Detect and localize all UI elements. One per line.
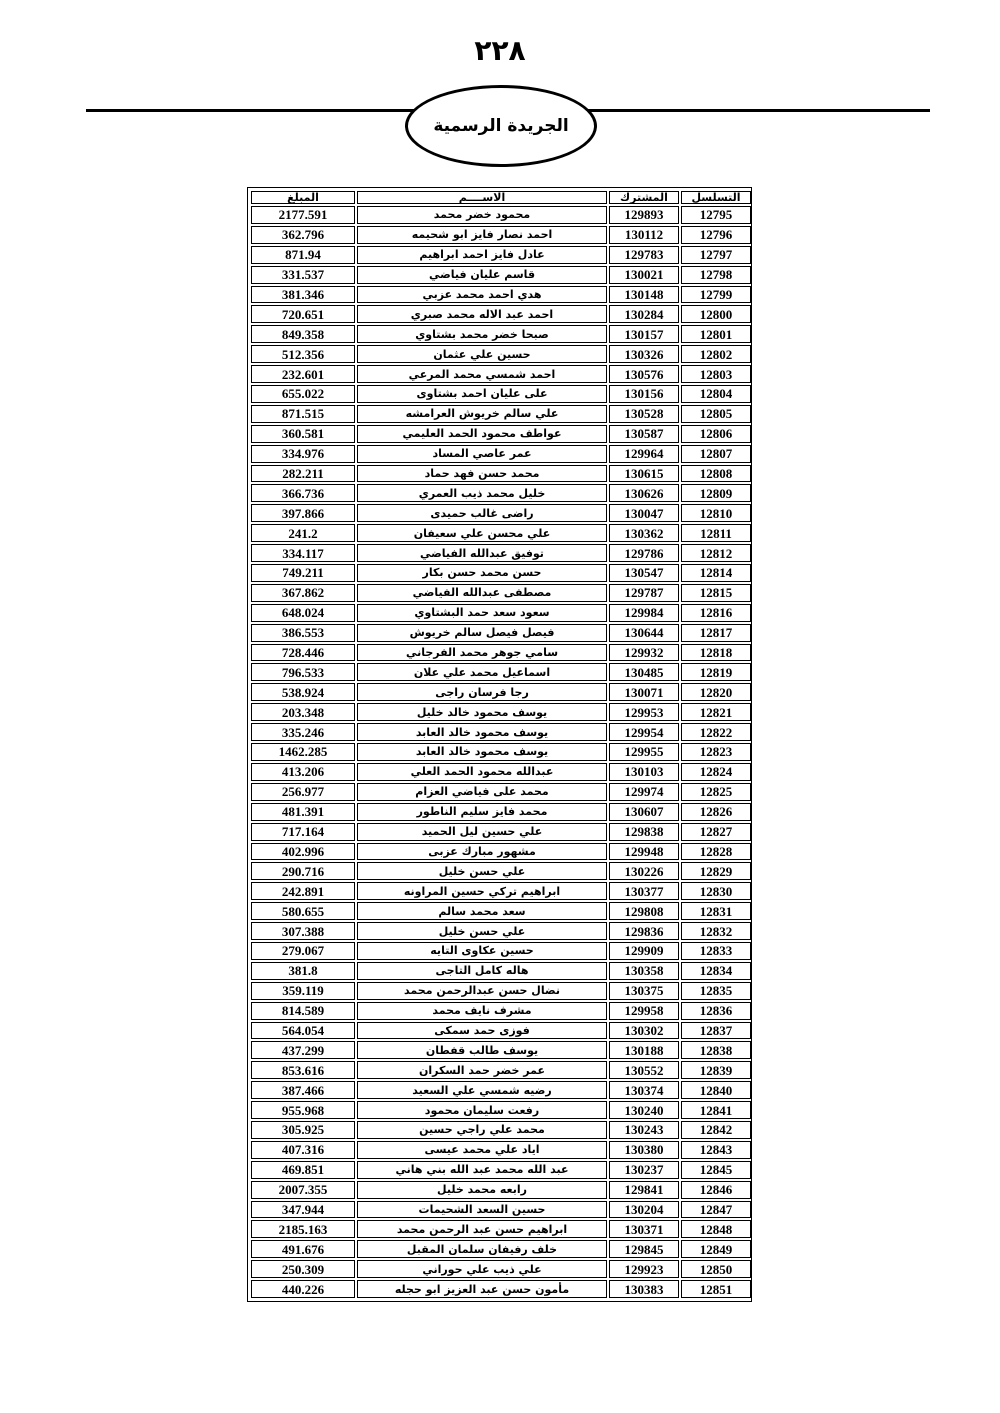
cell-name: عمر عاصي المساد bbox=[357, 445, 607, 463]
cell-name: صبحا خضر محمد بشتاوي bbox=[357, 325, 607, 343]
cell-serial: 12798 bbox=[681, 266, 751, 284]
cell-serial: 12804 bbox=[681, 385, 751, 403]
table-row bbox=[251, 345, 751, 363]
cell-subscriber: 130607 bbox=[609, 803, 679, 821]
cell-serial: 12837 bbox=[681, 1022, 751, 1040]
cell-name: مشرف نايف محمد bbox=[357, 1002, 607, 1020]
cell-amount: 2007.355 bbox=[251, 1181, 355, 1199]
cell-serial: 12848 bbox=[681, 1220, 751, 1238]
cell-serial: 12841 bbox=[681, 1101, 751, 1119]
table-row bbox=[251, 1101, 751, 1119]
cell-name: سامي جوهر محمد الفرجاني bbox=[357, 644, 607, 662]
cell-subscriber: 130237 bbox=[609, 1161, 679, 1179]
cell-name: علي سالم خريوش العرامشه bbox=[357, 405, 607, 423]
cell-subscriber: 130021 bbox=[609, 266, 679, 284]
cell-subscriber: 130103 bbox=[609, 763, 679, 781]
table-row bbox=[251, 325, 751, 343]
cell-amount: 232.601 bbox=[251, 365, 355, 383]
cell-name: راضى غالب حميدى bbox=[357, 504, 607, 522]
cell-serial: 12851 bbox=[681, 1280, 751, 1298]
cell-subscriber: 130383 bbox=[609, 1280, 679, 1298]
cell-serial: 12816 bbox=[681, 604, 751, 622]
table-row bbox=[251, 1041, 751, 1059]
cell-serial: 12835 bbox=[681, 982, 751, 1000]
table-row bbox=[251, 246, 751, 264]
cell-serial: 12815 bbox=[681, 584, 751, 602]
cell-name: نضال حسن عبدالرحمن محمد bbox=[357, 982, 607, 1000]
cell-subscriber: 130528 bbox=[609, 405, 679, 423]
cell-serial: 12831 bbox=[681, 902, 751, 920]
table-row bbox=[251, 305, 751, 323]
cell-amount: 538.924 bbox=[251, 683, 355, 701]
header-amount: المبلغ bbox=[251, 191, 355, 204]
cell-subscriber: 129974 bbox=[609, 783, 679, 801]
cell-amount: 2185.163 bbox=[251, 1220, 355, 1238]
cell-name: رفعت سليمان محمود bbox=[357, 1101, 607, 1119]
cell-amount: 241.2 bbox=[251, 524, 355, 542]
cell-subscriber: 129953 bbox=[609, 703, 679, 721]
table-row bbox=[251, 663, 751, 681]
cell-subscriber: 130071 bbox=[609, 683, 679, 701]
header-subscriber: المشترك bbox=[609, 191, 679, 204]
cell-amount: 481.391 bbox=[251, 803, 355, 821]
cell-serial: 12846 bbox=[681, 1181, 751, 1199]
cell-name: حسين عكاوى التايه bbox=[357, 942, 607, 960]
cell-name: عادل فايز احمد ابراهيم bbox=[357, 246, 607, 264]
table-row bbox=[251, 544, 751, 562]
cell-amount: 437.299 bbox=[251, 1041, 355, 1059]
cell-amount: 853.616 bbox=[251, 1061, 355, 1079]
cell-serial: 12840 bbox=[681, 1081, 751, 1099]
cell-serial: 12832 bbox=[681, 922, 751, 940]
cell-amount: 360.581 bbox=[251, 425, 355, 443]
cell-name: محمد على فياضي العزام bbox=[357, 783, 607, 801]
cell-name: عمر خضر حمد السكران bbox=[357, 1061, 607, 1079]
cell-subscriber: 130485 bbox=[609, 663, 679, 681]
header-name: الاســــم bbox=[357, 191, 607, 204]
cell-serial: 12795 bbox=[681, 206, 751, 224]
cell-amount: 307.388 bbox=[251, 922, 355, 940]
cell-amount: 648.024 bbox=[251, 604, 355, 622]
cell-name: علي ذيب علي حوراني bbox=[357, 1260, 607, 1278]
cell-amount: 413.206 bbox=[251, 763, 355, 781]
cell-subscriber: 129787 bbox=[609, 584, 679, 602]
cell-amount: 407.316 bbox=[251, 1141, 355, 1159]
header-serial: التسلسل bbox=[681, 191, 751, 204]
cell-subscriber: 130326 bbox=[609, 345, 679, 363]
table-row bbox=[251, 823, 751, 841]
cell-serial: 12805 bbox=[681, 405, 751, 423]
cell-amount: 397.866 bbox=[251, 504, 355, 522]
cell-subscriber: 130377 bbox=[609, 882, 679, 900]
cell-name: خليل محمد ذيب العمري bbox=[357, 484, 607, 502]
cell-amount: 655.022 bbox=[251, 385, 355, 403]
table-row bbox=[251, 206, 751, 224]
cell-serial: 12836 bbox=[681, 1002, 751, 1020]
cell-name: خلف رفيفان سلمان المقبل bbox=[357, 1240, 607, 1258]
cell-subscriber: 130547 bbox=[609, 564, 679, 582]
cell-subscriber: 130380 bbox=[609, 1141, 679, 1159]
cell-serial: 12814 bbox=[681, 564, 751, 582]
cell-name: ابراهيم حسن عبد الرحمن محمد bbox=[357, 1220, 607, 1238]
cell-name: فيصل فيصل سالم خريوش bbox=[357, 624, 607, 642]
cell-amount: 256.977 bbox=[251, 783, 355, 801]
cell-subscriber: 129845 bbox=[609, 1240, 679, 1258]
cell-subscriber: 130375 bbox=[609, 982, 679, 1000]
cell-amount: 720.651 bbox=[251, 305, 355, 323]
cell-subscriber: 130243 bbox=[609, 1121, 679, 1139]
cell-amount: 347.944 bbox=[251, 1201, 355, 1219]
table-row bbox=[251, 266, 751, 284]
cell-name: علي حسن خليل bbox=[357, 862, 607, 880]
cell-subscriber: 129838 bbox=[609, 823, 679, 841]
cell-amount: 955.968 bbox=[251, 1101, 355, 1119]
table-row bbox=[251, 862, 751, 880]
table-row bbox=[251, 1002, 751, 1020]
cell-name: هاله كامل التاجى bbox=[357, 962, 607, 980]
table-row bbox=[251, 902, 751, 920]
cell-subscriber: 130302 bbox=[609, 1022, 679, 1040]
cell-serial: 12828 bbox=[681, 843, 751, 861]
cell-subscriber: 130362 bbox=[609, 524, 679, 542]
table-row bbox=[251, 365, 751, 383]
cell-amount: 1462.285 bbox=[251, 743, 355, 761]
table-row bbox=[251, 922, 751, 940]
table-row bbox=[251, 226, 751, 244]
table-row bbox=[251, 1260, 751, 1278]
table-row bbox=[251, 385, 751, 403]
cell-subscriber: 130240 bbox=[609, 1101, 679, 1119]
cell-name: حسين علي عثمان bbox=[357, 345, 607, 363]
cell-name: مشهور مبارك عزبى bbox=[357, 843, 607, 861]
payments-table bbox=[247, 187, 752, 1302]
cell-amount: 402.996 bbox=[251, 843, 355, 861]
cell-subscriber: 129964 bbox=[609, 445, 679, 463]
cell-subscriber: 130552 bbox=[609, 1061, 679, 1079]
cell-serial: 12833 bbox=[681, 942, 751, 960]
cell-amount: 331.537 bbox=[251, 266, 355, 284]
cell-serial: 12847 bbox=[681, 1201, 751, 1219]
cell-serial: 12810 bbox=[681, 504, 751, 522]
cell-name: يوسف محمود خالد العابد bbox=[357, 743, 607, 761]
table-row bbox=[251, 1220, 751, 1238]
cell-amount: 250.309 bbox=[251, 1260, 355, 1278]
cell-amount: 335.246 bbox=[251, 723, 355, 741]
cell-amount: 512.356 bbox=[251, 345, 355, 363]
cell-name: مأمون حسن عبد العزيز ابو حجله bbox=[357, 1280, 607, 1298]
cell-amount: 334.976 bbox=[251, 445, 355, 463]
cell-serial: 12796 bbox=[681, 226, 751, 244]
table-row bbox=[251, 942, 751, 960]
cell-amount: 305.925 bbox=[251, 1121, 355, 1139]
table-row bbox=[251, 624, 751, 642]
table-row bbox=[251, 1201, 751, 1219]
cell-amount: 564.054 bbox=[251, 1022, 355, 1040]
cell-serial: 12839 bbox=[681, 1061, 751, 1079]
table-row bbox=[251, 962, 751, 980]
cell-name: علي محسن علي سعيفان bbox=[357, 524, 607, 542]
cell-name: حسن محمد حسن بكار bbox=[357, 564, 607, 582]
cell-amount: 367.862 bbox=[251, 584, 355, 602]
table-row bbox=[251, 604, 751, 622]
cell-serial: 12812 bbox=[681, 544, 751, 562]
cell-serial: 12834 bbox=[681, 962, 751, 980]
cell-subscriber: 130284 bbox=[609, 305, 679, 323]
cell-subscriber: 129984 bbox=[609, 604, 679, 622]
cell-serial: 12829 bbox=[681, 862, 751, 880]
cell-subscriber: 130587 bbox=[609, 425, 679, 443]
cell-name: هدي احمد محمد عزبي bbox=[357, 286, 607, 304]
cell-name: مصطفى عبدالله الفياضي bbox=[357, 584, 607, 602]
cell-subscriber: 130156 bbox=[609, 385, 679, 403]
cell-serial: 12845 bbox=[681, 1161, 751, 1179]
cell-serial: 12842 bbox=[681, 1121, 751, 1139]
cell-amount: 359.119 bbox=[251, 982, 355, 1000]
cell-subscriber: 130615 bbox=[609, 465, 679, 483]
cell-serial: 12811 bbox=[681, 524, 751, 542]
cell-subscriber: 129948 bbox=[609, 843, 679, 861]
cell-name: سعد محمد سالم bbox=[357, 902, 607, 920]
cell-serial: 12819 bbox=[681, 663, 751, 681]
cell-name: اياد علي محمد عيسى bbox=[357, 1141, 607, 1159]
cell-serial: 12801 bbox=[681, 325, 751, 343]
cell-amount: 749.211 bbox=[251, 564, 355, 582]
cell-name: على عليان احمد بشتاوى bbox=[357, 385, 607, 403]
cell-amount: 290.716 bbox=[251, 862, 355, 880]
cell-amount: 366.736 bbox=[251, 484, 355, 502]
cell-amount: 282.211 bbox=[251, 465, 355, 483]
cell-name: رضيه شمسي علي السعيد bbox=[357, 1081, 607, 1099]
table-row bbox=[251, 1240, 751, 1258]
cell-amount: 203.348 bbox=[251, 703, 355, 721]
cell-name: عبد الله محمد عبد الله بني هاني bbox=[357, 1161, 607, 1179]
table-row bbox=[251, 504, 751, 522]
table-row bbox=[251, 1081, 751, 1099]
cell-name: احمد نصار فايز ابو شحيمه bbox=[357, 226, 607, 244]
cell-amount: 728.446 bbox=[251, 644, 355, 662]
cell-name: سعود سعد حمد البشتاوي bbox=[357, 604, 607, 622]
table-header-row bbox=[251, 191, 751, 204]
cell-subscriber: 129783 bbox=[609, 246, 679, 264]
page-number: ٢٢٨ bbox=[474, 34, 526, 67]
cell-serial: 12817 bbox=[681, 624, 751, 642]
table-row bbox=[251, 1061, 751, 1079]
cell-subscriber: 130626 bbox=[609, 484, 679, 502]
cell-serial: 12849 bbox=[681, 1240, 751, 1258]
cell-amount: 362.796 bbox=[251, 226, 355, 244]
cell-subscriber: 130112 bbox=[609, 226, 679, 244]
table-row bbox=[251, 405, 751, 423]
table-row bbox=[251, 882, 751, 900]
cell-subscriber: 130576 bbox=[609, 365, 679, 383]
cell-amount: 491.676 bbox=[251, 1240, 355, 1258]
cell-amount: 849.358 bbox=[251, 325, 355, 343]
cell-amount: 871.94 bbox=[251, 246, 355, 264]
cell-subscriber: 130226 bbox=[609, 862, 679, 880]
cell-subscriber: 129932 bbox=[609, 644, 679, 662]
cell-subscriber: 130148 bbox=[609, 286, 679, 304]
table-row bbox=[251, 425, 751, 443]
cell-name: يوسف طالب قفطان bbox=[357, 1041, 607, 1059]
cell-subscriber: 129836 bbox=[609, 922, 679, 940]
cell-name: علي حسن خليل bbox=[357, 922, 607, 940]
table-row bbox=[251, 723, 751, 741]
cell-name: محمود خضر محمد bbox=[357, 206, 607, 224]
table-row bbox=[251, 683, 751, 701]
cell-amount: 871.515 bbox=[251, 405, 355, 423]
cell-amount: 717.164 bbox=[251, 823, 355, 841]
cell-serial: 12820 bbox=[681, 683, 751, 701]
cell-serial: 12803 bbox=[681, 365, 751, 383]
table-row bbox=[251, 584, 751, 602]
cell-name: علي حسين ليل الحميد bbox=[357, 823, 607, 841]
table-row bbox=[251, 465, 751, 483]
cell-name: محمد حسن فهد حماد bbox=[357, 465, 607, 483]
cell-amount: 279.067 bbox=[251, 942, 355, 960]
cell-name: قاسم عليان فياضي bbox=[357, 266, 607, 284]
cell-name: يوسف محمود خالد خليل bbox=[357, 703, 607, 721]
cell-serial: 12823 bbox=[681, 743, 751, 761]
table-row bbox=[251, 743, 751, 761]
cell-serial: 12830 bbox=[681, 882, 751, 900]
cell-serial: 12800 bbox=[681, 305, 751, 323]
cell-amount: 386.553 bbox=[251, 624, 355, 642]
cell-name: حسين السعد الشحيمات bbox=[357, 1201, 607, 1219]
cell-serial: 12843 bbox=[681, 1141, 751, 1159]
cell-serial: 12802 bbox=[681, 345, 751, 363]
cell-serial: 12838 bbox=[681, 1041, 751, 1059]
cell-name: يوسف محمود خالد العابد bbox=[357, 723, 607, 741]
cell-serial: 12806 bbox=[681, 425, 751, 443]
cell-amount: 242.891 bbox=[251, 882, 355, 900]
cell-name: رابعه محمد خليل bbox=[357, 1181, 607, 1199]
cell-amount: 469.851 bbox=[251, 1161, 355, 1179]
cell-serial: 12809 bbox=[681, 484, 751, 502]
cell-serial: 12850 bbox=[681, 1260, 751, 1278]
cell-name: فوزى حمد سمكى bbox=[357, 1022, 607, 1040]
cell-subscriber: 129808 bbox=[609, 902, 679, 920]
cell-name: ابراهيم تركي حسين المراونه bbox=[357, 882, 607, 900]
cell-name: عواطف محمود الحمد العليمي bbox=[357, 425, 607, 443]
cell-subscriber: 129958 bbox=[609, 1002, 679, 1020]
cell-name: احمد عبد الاله محمد صبري bbox=[357, 305, 607, 323]
cell-serial: 12808 bbox=[681, 465, 751, 483]
table-row bbox=[251, 982, 751, 1000]
masthead-oval bbox=[405, 85, 597, 167]
table-row bbox=[251, 1121, 751, 1139]
cell-subscriber: 130047 bbox=[609, 504, 679, 522]
cell-name: توفيق عبدالله الفياضي bbox=[357, 544, 607, 562]
cell-subscriber: 129893 bbox=[609, 206, 679, 224]
table-row bbox=[251, 803, 751, 821]
table-row bbox=[251, 1022, 751, 1040]
cell-subscriber: 129923 bbox=[609, 1260, 679, 1278]
table-row bbox=[251, 783, 751, 801]
table-row bbox=[251, 1280, 751, 1298]
cell-serial: 12821 bbox=[681, 703, 751, 721]
cell-serial: 12826 bbox=[681, 803, 751, 821]
cell-subscriber: 129841 bbox=[609, 1181, 679, 1199]
table-row bbox=[251, 843, 751, 861]
cell-subscriber: 130374 bbox=[609, 1081, 679, 1099]
cell-subscriber: 130371 bbox=[609, 1220, 679, 1238]
table-row bbox=[251, 1141, 751, 1159]
cell-name: عبدالله محمود الحمد العلي bbox=[357, 763, 607, 781]
table-row bbox=[251, 1181, 751, 1199]
cell-name: احمد شمسي محمد المرعي bbox=[357, 365, 607, 383]
cell-subscriber: 129786 bbox=[609, 544, 679, 562]
payments-grid bbox=[249, 189, 753, 1300]
table-row bbox=[251, 1161, 751, 1179]
table-row bbox=[251, 564, 751, 582]
cell-serial: 12797 bbox=[681, 246, 751, 264]
table-row bbox=[251, 524, 751, 542]
cell-amount: 814.589 bbox=[251, 1002, 355, 1020]
cell-serial: 12818 bbox=[681, 644, 751, 662]
cell-subscriber: 130358 bbox=[609, 962, 679, 980]
cell-amount: 796.533 bbox=[251, 663, 355, 681]
cell-subscriber: 129909 bbox=[609, 942, 679, 960]
cell-amount: 381.8 bbox=[251, 962, 355, 980]
cell-serial: 12822 bbox=[681, 723, 751, 741]
cell-serial: 12825 bbox=[681, 783, 751, 801]
cell-subscriber: 130188 bbox=[609, 1041, 679, 1059]
cell-subscriber: 129954 bbox=[609, 723, 679, 741]
cell-serial: 12799 bbox=[681, 286, 751, 304]
table-row bbox=[251, 703, 751, 721]
cell-amount: 381.346 bbox=[251, 286, 355, 304]
cell-subscriber: 130644 bbox=[609, 624, 679, 642]
cell-amount: 2177.591 bbox=[251, 206, 355, 224]
masthead-title: الجريدة الرسمية bbox=[433, 116, 569, 136]
table-row bbox=[251, 763, 751, 781]
cell-amount: 440.226 bbox=[251, 1280, 355, 1298]
cell-amount: 334.117 bbox=[251, 544, 355, 562]
cell-subscriber: 130157 bbox=[609, 325, 679, 343]
cell-subscriber: 130204 bbox=[609, 1201, 679, 1219]
cell-serial: 12827 bbox=[681, 823, 751, 841]
cell-serial: 12824 bbox=[681, 763, 751, 781]
cell-name: اسماعيل محمد علي علان bbox=[357, 663, 607, 681]
cell-name: رجا فرسان راجى bbox=[357, 683, 607, 701]
table-row bbox=[251, 445, 751, 463]
cell-amount: 387.466 bbox=[251, 1081, 355, 1099]
table-body bbox=[251, 206, 751, 1298]
table-row bbox=[251, 644, 751, 662]
cell-serial: 12807 bbox=[681, 445, 751, 463]
table-row bbox=[251, 286, 751, 304]
cell-name: محمد علي راجي حسين bbox=[357, 1121, 607, 1139]
cell-amount: 580.655 bbox=[251, 902, 355, 920]
table-row bbox=[251, 484, 751, 502]
cell-name: محمد فايز سليم الناطور bbox=[357, 803, 607, 821]
cell-subscriber: 129955 bbox=[609, 743, 679, 761]
